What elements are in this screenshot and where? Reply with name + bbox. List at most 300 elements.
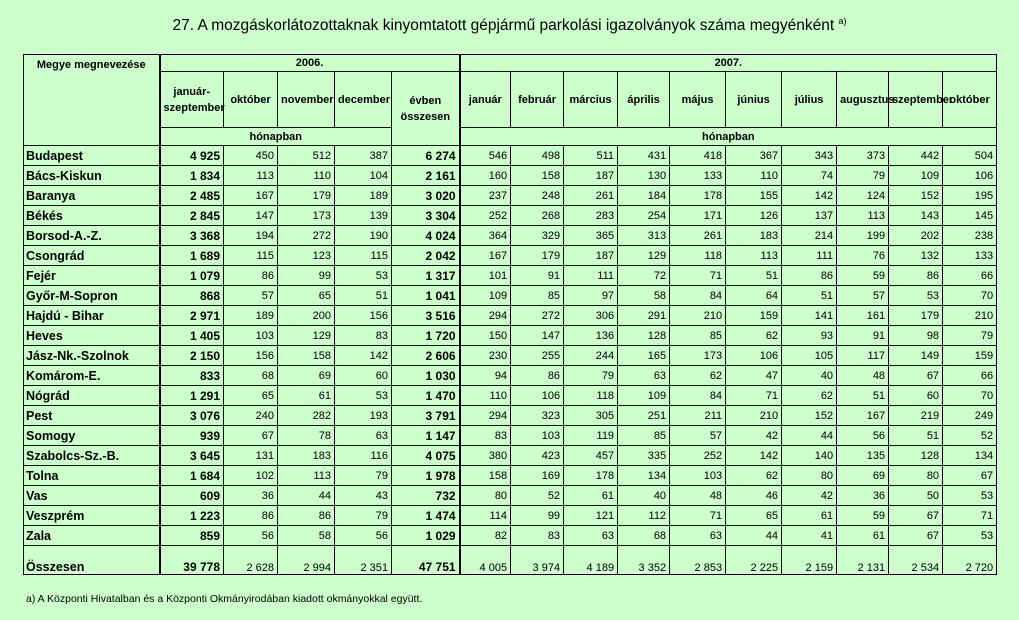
value-cell: 3 368: [160, 226, 224, 246]
cell-evben-osszesen: 1 147: [392, 426, 460, 446]
value-cell: 121: [564, 506, 618, 526]
county-name: Veszprém: [24, 506, 160, 526]
value-cell: 230: [460, 346, 511, 366]
value-cell: 142: [335, 346, 392, 366]
cell-evben-osszesen: 2 042: [392, 246, 460, 266]
value-cell: 110: [278, 166, 335, 186]
header-year-2007: 2007.: [460, 55, 997, 72]
value-cell: 126: [726, 206, 782, 226]
value-cell: 199: [837, 226, 889, 246]
value-cell: 83: [511, 526, 564, 546]
value-cell: 939: [160, 426, 224, 446]
value-cell: 512: [278, 146, 335, 166]
cell-evben-osszesen: 2 161: [392, 166, 460, 186]
value-cell: 44: [782, 426, 837, 446]
value-cell: 450: [224, 146, 278, 166]
cell-evben-osszesen: 6 274: [392, 146, 460, 166]
county-name: Győr-M-Sopron: [24, 286, 160, 306]
value-cell: 128: [889, 446, 943, 466]
table-row: [24, 246, 997, 266]
value-cell: 112: [618, 506, 670, 526]
value-cell: 82: [460, 526, 511, 546]
value-cell: 39 778: [160, 546, 224, 575]
value-cell: 190: [335, 226, 392, 246]
value-cell: 56: [837, 426, 889, 446]
table-row: [24, 206, 997, 226]
cell-evben-osszesen: 1 470: [392, 386, 460, 406]
county-name: Békés: [24, 206, 160, 226]
value-cell: 306: [564, 306, 618, 326]
value-cell: 79: [335, 506, 392, 526]
header-2007-jul: július: [782, 72, 837, 128]
value-cell: 859: [160, 526, 224, 546]
value-cell: 60: [889, 386, 943, 406]
value-cell: 74: [782, 166, 837, 186]
county-name: Tolna: [24, 466, 160, 486]
table-row: [24, 166, 997, 186]
value-cell: 142: [726, 446, 782, 466]
value-cell: 134: [943, 446, 997, 466]
value-cell: 65: [224, 386, 278, 406]
county-name: Baranya: [24, 186, 160, 206]
value-cell: 61: [837, 526, 889, 546]
value-cell: 113: [278, 466, 335, 486]
table-row: [24, 466, 997, 486]
value-cell: 1 079: [160, 266, 224, 286]
value-cell: 62: [670, 366, 726, 386]
value-cell: 2 159: [782, 546, 837, 575]
value-cell: 442: [889, 146, 943, 166]
county-name: Fejér: [24, 266, 160, 286]
value-cell: 158: [278, 346, 335, 366]
value-cell: 61: [278, 386, 335, 406]
value-cell: 2 971: [160, 306, 224, 326]
value-cell: 62: [726, 326, 782, 346]
value-cell: 56: [335, 526, 392, 546]
value-cell: 67: [889, 506, 943, 526]
value-cell: 167: [460, 246, 511, 266]
table-row: [24, 146, 997, 166]
value-cell: 252: [460, 206, 511, 226]
value-cell: 272: [278, 226, 335, 246]
value-cell: 71: [670, 266, 726, 286]
cell-evben-osszesen: 4 024: [392, 226, 460, 246]
value-cell: 1 223: [160, 506, 224, 526]
value-cell: 44: [726, 526, 782, 546]
value-cell: 2 351: [335, 546, 392, 575]
table-row: [24, 386, 997, 406]
value-cell: 115: [224, 246, 278, 266]
value-cell: 97: [564, 286, 618, 306]
value-cell: 115: [335, 246, 392, 266]
cell-evben-osszesen: 1 041: [392, 286, 460, 306]
value-cell: 156: [335, 306, 392, 326]
value-cell: 60: [335, 366, 392, 386]
value-cell: 43: [335, 486, 392, 506]
value-cell: 118: [670, 246, 726, 266]
value-cell: 80: [782, 466, 837, 486]
value-cell: 106: [511, 386, 564, 406]
value-cell: 50: [889, 486, 943, 506]
value-cell: 158: [460, 466, 511, 486]
value-cell: 868: [160, 286, 224, 306]
cell-evben-osszesen: 3 516: [392, 306, 460, 326]
value-cell: 249: [943, 406, 997, 426]
value-cell: 118: [564, 386, 618, 406]
value-cell: 57: [837, 286, 889, 306]
value-cell: 373: [837, 146, 889, 166]
value-cell: 93: [782, 326, 837, 346]
footnote: a) A Központi Hivatalban és a Központi Okmányirodában kiadott okmányokkal együtt.: [26, 593, 423, 605]
value-cell: 68: [618, 526, 670, 546]
value-cell: 106: [943, 166, 997, 186]
header-2006-nov: november: [278, 72, 335, 128]
header-2007-okt: október: [943, 72, 997, 128]
value-cell: 254: [618, 206, 670, 226]
value-cell: 147: [224, 206, 278, 226]
data-table: [23, 54, 997, 575]
value-cell: 244: [564, 346, 618, 366]
value-cell: 2 131: [837, 546, 889, 575]
value-cell: 71: [726, 386, 782, 406]
value-cell: 86: [278, 506, 335, 526]
value-cell: 423: [511, 446, 564, 466]
cell-evben-osszesen: 1 029: [392, 526, 460, 546]
value-cell: 63: [670, 526, 726, 546]
value-cell: 42: [726, 426, 782, 446]
table-row: [24, 346, 997, 366]
cell-evben-osszesen: 1 030: [392, 366, 460, 386]
value-cell: 133: [670, 166, 726, 186]
value-cell: 511: [564, 146, 618, 166]
table-row: [24, 266, 997, 286]
value-cell: 252: [670, 446, 726, 466]
value-cell: 3 645: [160, 446, 224, 466]
table-row: [24, 406, 997, 426]
county-name: Vas: [24, 486, 160, 506]
county-name: Hajdú - Bihar: [24, 306, 160, 326]
value-cell: 1 291: [160, 386, 224, 406]
header-year-2006: 2006.: [160, 55, 460, 72]
value-cell: 65: [726, 506, 782, 526]
value-cell: 83: [460, 426, 511, 446]
value-cell: 367: [726, 146, 782, 166]
value-cell: 102: [224, 466, 278, 486]
value-cell: 323: [511, 406, 564, 426]
value-cell: 2 485: [160, 186, 224, 206]
value-cell: 136: [564, 326, 618, 346]
cell-evben-osszesen: 1 720: [392, 326, 460, 346]
value-cell: 4 925: [160, 146, 224, 166]
value-cell: 1 405: [160, 326, 224, 346]
value-cell: 67: [889, 366, 943, 386]
value-cell: 305: [564, 406, 618, 426]
header-evben-osszesen: évben összesen: [392, 72, 460, 146]
value-cell: 240: [224, 406, 278, 426]
value-cell: 294: [460, 306, 511, 326]
value-cell: 251: [618, 406, 670, 426]
value-cell: 142: [782, 186, 837, 206]
value-cell: 189: [224, 306, 278, 326]
value-cell: 193: [335, 406, 392, 426]
value-cell: 64: [726, 286, 782, 306]
value-cell: 123: [278, 246, 335, 266]
table-row: [24, 486, 997, 506]
table-row: [24, 506, 997, 526]
value-cell: 169: [511, 466, 564, 486]
value-cell: 418: [670, 146, 726, 166]
value-cell: 2 225: [726, 546, 782, 575]
value-cell: 117: [837, 346, 889, 366]
value-cell: 183: [726, 226, 782, 246]
value-cell: 109: [460, 286, 511, 306]
value-cell: 387: [335, 146, 392, 166]
cell-evben-osszesen: 2 606: [392, 346, 460, 366]
value-cell: 61: [782, 506, 837, 526]
cell-evben-osszesen: 3 791: [392, 406, 460, 426]
value-cell: 91: [511, 266, 564, 286]
value-cell: 2 150: [160, 346, 224, 366]
value-cell: 94: [460, 366, 511, 386]
value-cell: 457: [564, 446, 618, 466]
value-cell: 65: [278, 286, 335, 306]
value-cell: 103: [511, 426, 564, 446]
value-cell: 40: [782, 366, 837, 386]
value-cell: 178: [564, 466, 618, 486]
value-cell: 86: [782, 266, 837, 286]
value-cell: 214: [782, 226, 837, 246]
value-cell: 4 189: [564, 546, 618, 575]
value-cell: 59: [837, 266, 889, 286]
value-cell: 255: [511, 346, 564, 366]
table-row: [24, 366, 997, 386]
header-2007-feb: február: [511, 72, 564, 128]
value-cell: 113: [726, 246, 782, 266]
value-cell: 165: [618, 346, 670, 366]
county-name: Somogy: [24, 426, 160, 446]
value-cell: 47: [726, 366, 782, 386]
value-cell: 105: [782, 346, 837, 366]
county-name: Komárom-E.: [24, 366, 160, 386]
county-name: Borsod-A.-Z.: [24, 226, 160, 246]
table-row: [24, 326, 997, 346]
header-2007-apr: április: [618, 72, 670, 128]
value-cell: 2 720: [943, 546, 997, 575]
value-cell: 86: [224, 266, 278, 286]
value-cell: 282: [278, 406, 335, 426]
value-cell: 58: [618, 286, 670, 306]
value-cell: 85: [670, 326, 726, 346]
header-2007-maj: május: [670, 72, 726, 128]
value-cell: 63: [618, 366, 670, 386]
header-2007-mar: március: [564, 72, 618, 128]
value-cell: 59: [837, 506, 889, 526]
value-cell: 159: [726, 306, 782, 326]
value-cell: 51: [782, 286, 837, 306]
value-cell: 158: [511, 166, 564, 186]
value-cell: 546: [460, 146, 511, 166]
value-cell: 53: [943, 526, 997, 546]
value-cell: 200: [278, 306, 335, 326]
value-cell: 171: [670, 206, 726, 226]
title-footnote-mark: a): [838, 16, 847, 26]
header-2006-honapban: hónapban: [160, 128, 392, 146]
value-cell: 51: [335, 286, 392, 306]
value-cell: 103: [670, 466, 726, 486]
value-cell: 261: [564, 186, 618, 206]
table-row: [24, 426, 997, 446]
value-cell: 141: [782, 306, 837, 326]
value-cell: 116: [335, 446, 392, 466]
value-cell: 272: [511, 306, 564, 326]
value-cell: 194: [224, 226, 278, 246]
value-cell: 67: [224, 426, 278, 446]
value-cell: 140: [782, 446, 837, 466]
value-cell: 179: [889, 306, 943, 326]
value-cell: 72: [618, 266, 670, 286]
value-cell: 238: [943, 226, 997, 246]
header-2007-honapban: hónapban: [460, 128, 997, 146]
value-cell: 53: [335, 386, 392, 406]
value-cell: 179: [511, 246, 564, 266]
value-cell: 135: [837, 446, 889, 466]
cell-evben-osszesen: 1 978: [392, 466, 460, 486]
value-cell: 131: [224, 446, 278, 466]
value-cell: 143: [889, 206, 943, 226]
value-cell: 103: [224, 326, 278, 346]
value-cell: 129: [278, 326, 335, 346]
value-cell: 313: [618, 226, 670, 246]
value-cell: 431: [618, 146, 670, 166]
value-cell: 83: [335, 326, 392, 346]
value-cell: 156: [224, 346, 278, 366]
value-cell: 80: [889, 466, 943, 486]
value-cell: 173: [670, 346, 726, 366]
county-name: Szabolcs-Sz.-B.: [24, 446, 160, 466]
value-cell: 113: [837, 206, 889, 226]
value-cell: 134: [618, 466, 670, 486]
value-cell: 189: [335, 186, 392, 206]
value-cell: 67: [943, 466, 997, 486]
value-cell: 187: [564, 246, 618, 266]
value-cell: 53: [335, 266, 392, 286]
value-cell: 365: [564, 226, 618, 246]
value-cell: 210: [670, 306, 726, 326]
value-cell: 2 845: [160, 206, 224, 226]
value-cell: 184: [618, 186, 670, 206]
table-row: [24, 286, 997, 306]
value-cell: 52: [943, 426, 997, 446]
value-cell: 147: [511, 326, 564, 346]
value-cell: 1 834: [160, 166, 224, 186]
county-name: Heves: [24, 326, 160, 346]
header-2007-jan: január: [460, 72, 511, 128]
county-name: Budapest: [24, 146, 160, 166]
value-cell: 106: [726, 346, 782, 366]
cell-evben-osszesen: 47 751: [392, 546, 460, 575]
county-name: Összesen: [24, 546, 160, 575]
value-cell: 119: [564, 426, 618, 446]
value-cell: 195: [943, 186, 997, 206]
value-cell: 109: [618, 386, 670, 406]
value-cell: 504: [943, 146, 997, 166]
value-cell: 329: [511, 226, 564, 246]
value-cell: 99: [278, 266, 335, 286]
value-cell: 335: [618, 446, 670, 466]
value-cell: 62: [726, 466, 782, 486]
value-cell: 70: [943, 386, 997, 406]
value-cell: 149: [889, 346, 943, 366]
value-cell: 210: [726, 406, 782, 426]
value-cell: 111: [782, 246, 837, 266]
value-cell: 86: [511, 366, 564, 386]
value-cell: 1 684: [160, 466, 224, 486]
value-cell: 283: [564, 206, 618, 226]
value-cell: 183: [278, 446, 335, 466]
value-cell: 210: [943, 306, 997, 326]
table-row: [24, 446, 997, 466]
value-cell: 161: [837, 306, 889, 326]
value-cell: 53: [889, 286, 943, 306]
value-cell: 110: [726, 166, 782, 186]
value-cell: 128: [618, 326, 670, 346]
value-cell: 57: [670, 426, 726, 446]
value-cell: 114: [460, 506, 511, 526]
cell-evben-osszesen: 1 317: [392, 266, 460, 286]
value-cell: 51: [889, 426, 943, 446]
value-cell: 109: [889, 166, 943, 186]
value-cell: 91: [837, 326, 889, 346]
value-cell: 63: [564, 526, 618, 546]
value-cell: 66: [943, 366, 997, 386]
value-cell: 44: [278, 486, 335, 506]
value-cell: 79: [837, 166, 889, 186]
table-row: [24, 306, 997, 326]
value-cell: 364: [460, 226, 511, 246]
value-cell: 152: [782, 406, 837, 426]
value-cell: 62: [782, 386, 837, 406]
value-cell: 268: [511, 206, 564, 226]
page-title: [0, 16, 1019, 35]
value-cell: 104: [335, 166, 392, 186]
value-cell: 86: [889, 266, 943, 286]
header-megye: Megye megnevezése: [24, 55, 160, 146]
cell-evben-osszesen: 3 020: [392, 186, 460, 206]
table-body: [24, 146, 997, 575]
value-cell: 137: [782, 206, 837, 226]
value-cell: 110: [460, 386, 511, 406]
county-name: Nógrád: [24, 386, 160, 406]
value-cell: 152: [889, 186, 943, 206]
header-2007-aug: augusztus: [837, 72, 889, 128]
value-cell: 56: [224, 526, 278, 546]
value-cell: 69: [278, 366, 335, 386]
value-cell: 71: [670, 506, 726, 526]
value-cell: 2 853: [670, 546, 726, 575]
value-cell: 52: [511, 486, 564, 506]
value-cell: 380: [460, 446, 511, 466]
value-cell: 609: [160, 486, 224, 506]
value-cell: 2 994: [278, 546, 335, 575]
value-cell: 84: [670, 286, 726, 306]
value-cell: 124: [837, 186, 889, 206]
value-cell: 129: [618, 246, 670, 266]
cell-evben-osszesen: 1 474: [392, 506, 460, 526]
value-cell: 211: [670, 406, 726, 426]
cell-evben-osszesen: 3 304: [392, 206, 460, 226]
value-cell: 155: [726, 186, 782, 206]
value-cell: 48: [670, 486, 726, 506]
